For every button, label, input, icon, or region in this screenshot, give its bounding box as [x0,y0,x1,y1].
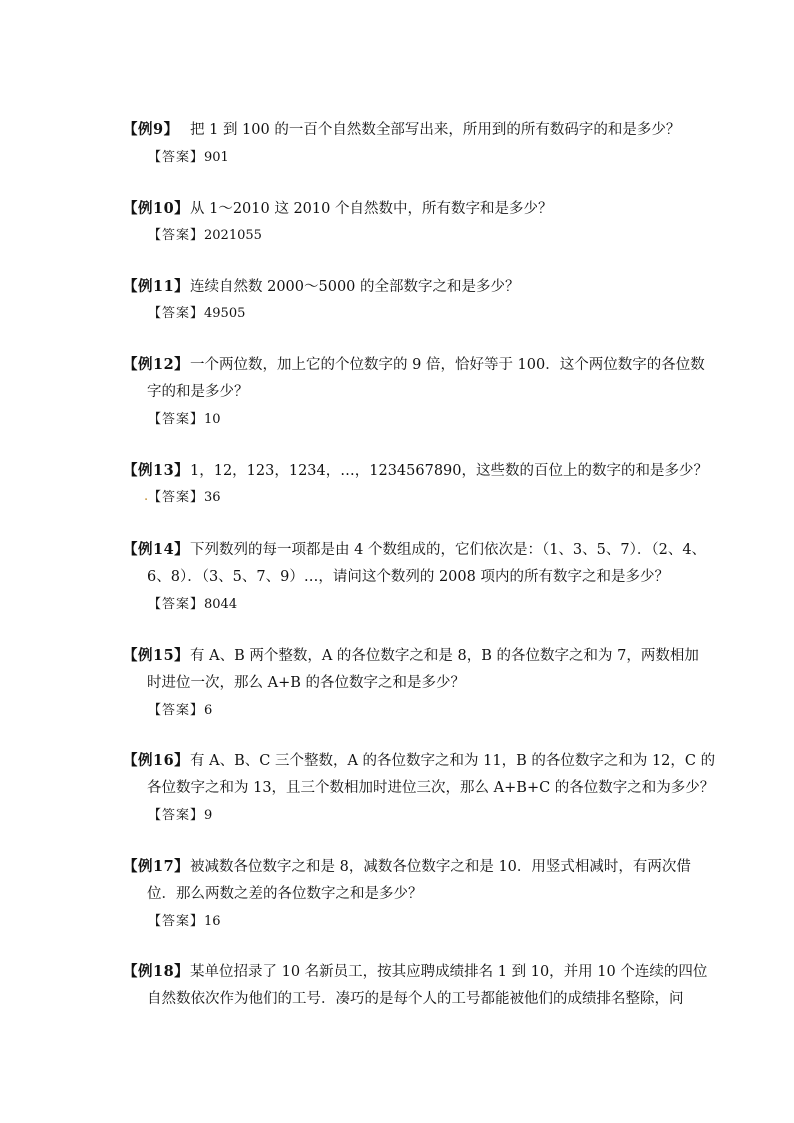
answer [148,489,221,507]
answer-value: 8044 [204,597,238,612]
example-label: 【例14】 [123,541,190,558]
answer [148,411,221,429]
example-label: 【例9】 [123,121,179,138]
question-line: 把 1 到 100 的一百个自然数全部写出来，所用到的所有数码字的和是多少？ [190,122,681,138]
answer [148,702,212,720]
stray-mark: . [144,489,149,504]
answer-tag: 【答案】 [148,490,205,505]
answer-tag: 【答案】 [148,412,205,427]
example-label: 【例10】 [123,200,190,217]
example-label: 【例15】 [123,647,190,664]
question-line: 从 1～2010 这 2010 个自然数中，所有数字和是多少？ [190,201,553,217]
answer-value: 9 [204,808,213,823]
question-line: 有 A、B、C 三个整数，A 的各位数字之和为 11，B 的各位数字之和为 12，C 的 [190,753,716,769]
example-label: 【例12】 [123,356,190,373]
answer-tag: 【答案】 [148,597,205,612]
question-line: 被减数各位数字之和是 8，减数各位数字之和是 10．用竖式相减时，有两次借 [190,859,691,875]
question-line: 自然数依次作为他们的工号．凑巧的是每个人的工号都能被他们的成绩排名整除，问 [147,991,684,1007]
answer-tag: 【答案】 [148,228,205,243]
example-label: 【例13】 [123,462,190,479]
answer [148,913,221,931]
answer-value: 6 [204,703,213,718]
answer-value: 2021055 [204,228,262,243]
question-line: 1，12，123，1234，…，1234567890，这些数的百位上的数字的和是多少？ [190,463,709,479]
answer-tag: 【答案】 [148,808,205,823]
answer-value: 16 [204,914,221,929]
question-line: 6、8）．（3、5、7、9）…，请问这个数列的 2008 项内的所有数字之和是多少？ [147,569,669,585]
example-label: 【例17】 [123,858,190,875]
answer-tag: 【答案】 [148,914,205,929]
answer [148,807,212,825]
answer [148,227,262,245]
question-line: 各位数字之和为 13，且三个数相加时进位三次，那么 A+B+C 的各位数字之和为多少？ [147,780,715,796]
question-line: 某单位招录了 10 名新员工，按其应聘成绩排名 1 到 10，并用 10 个连续的四位 [190,964,708,980]
answer [148,596,237,614]
answer-value: 901 [204,150,229,165]
example-label: 【例18】 [123,963,190,980]
example-label: 【例16】 [123,752,190,769]
question-line: 字的和是多少？ [147,384,249,400]
answer-value: 49505 [204,306,246,321]
answer-value: 10 [204,412,221,427]
question-line: 时进位一次，那么 A+B 的各位数字之和是多少？ [147,675,465,691]
answer-value: 36 [204,490,221,505]
question-line: 下列数列的每一项都是由 4 个数组成的，它们依次是：（1、3、5、7）．（2、4、 [190,542,707,558]
question-line: 有 A、B 两个整数，A 的各位数字之和是 8，B 的各位数字之和为 7，两数相加 [190,648,699,664]
example-label: 【例11】 [123,278,190,295]
question-line: 连续自然数 2000～5000 的全部数字之和是多少？ [190,279,520,295]
answer [148,305,245,323]
answer-tag: 【答案】 [148,306,205,321]
question-line: 一个两位数，加上它的个位数字的 9 倍，恰好等于 100．这个两位数字的各位数 [190,357,705,373]
answer [148,149,229,167]
answer-tag: 【答案】 [148,703,205,718]
answer-tag: 【答案】 [148,150,205,165]
question-line: 位．那么两数之差的各位数字之和是多少？ [147,886,423,902]
